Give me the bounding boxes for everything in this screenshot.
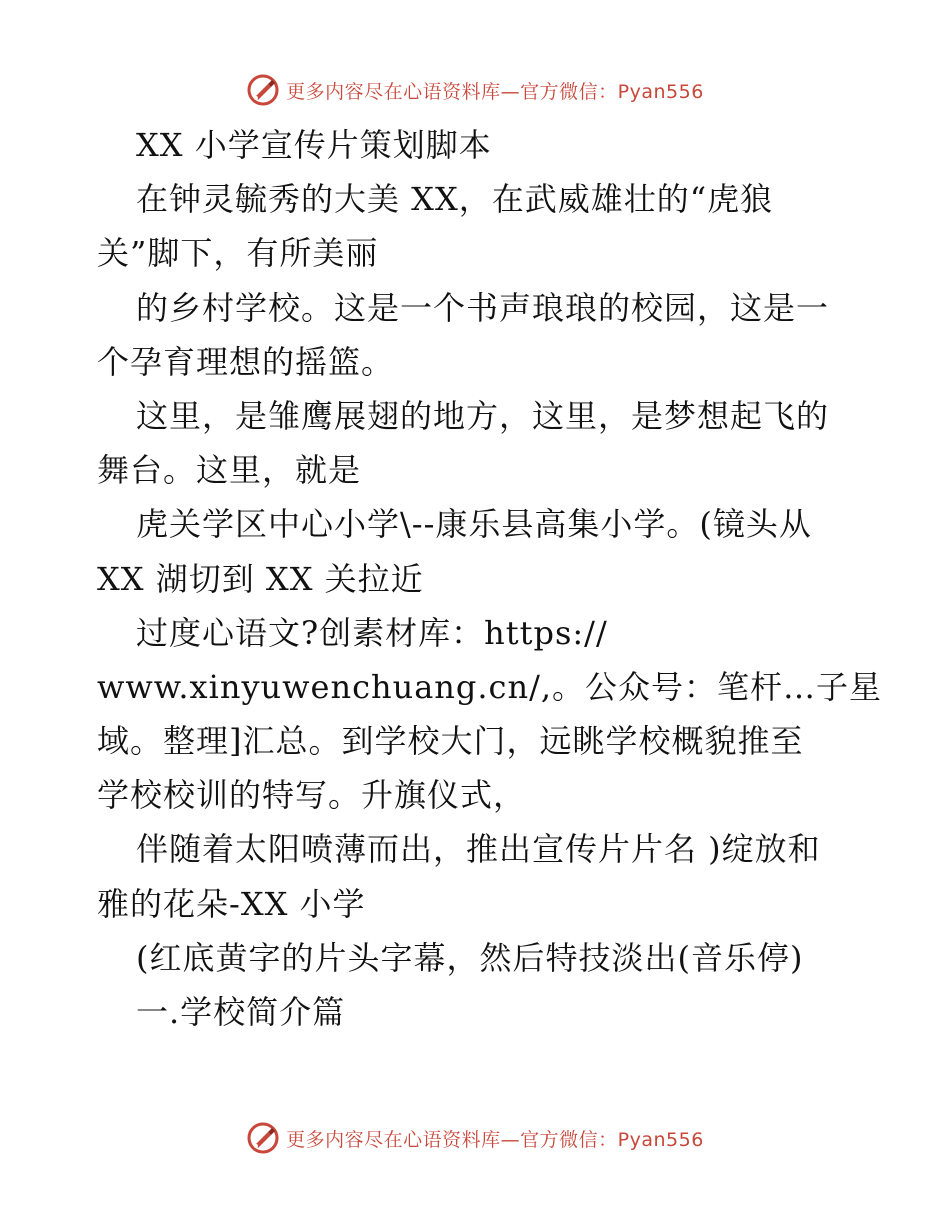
pen-logo-icon [246,1121,280,1155]
text-line: www.xinyuwenchuang.cn/,。公众号：笔杆…子星 [97,667,883,706]
text-line: 雅的花朵-XX 小学 [97,884,366,923]
text-line: 舞台。这里，就是 [97,451,362,490]
text-line: 这里，是雏鹰展翅的地方，这里，是梦想起飞的 [136,396,830,435]
text-line: 在钟灵毓秀的大美 XX，在武威雄壮的“虎狼 [136,180,774,219]
text-line: 虎关学区中心小学\--康乐县高集小学。(镜头从 [136,505,812,544]
banner-text: 更多内容尽在心语资料库—官方微信：Pyan556 [286,80,704,103]
footer-watermark-banner [0,1118,950,1158]
text-line: 一.学校简介篇 [136,993,346,1031]
text-line: 的乡村学校。这是一个书声琅琅的校园，这是一 [136,288,830,327]
text-line: 伴随着太阳喷薄而出，推出宣传片片名 )绽放和 [136,830,821,869]
text-line: (红底黄字的片头字幕，然后特技淡出(音乐停) [136,938,804,977]
text-line: XX 小学宣传片策划脚本 [136,126,492,164]
text-line: XX 湖切到 XX 关拉近 [97,559,424,598]
banner-text: 更多内容尽在心语资料库—官方微信：Pyan556 [286,1128,704,1151]
text-line: 个孕育理想的摇篮。 [97,342,395,381]
header-watermark-banner [0,70,950,110]
pen-logo-icon [246,73,280,107]
document-body [97,118,883,1039]
text-line: 过度心语文?创素材库：https:// [136,613,608,652]
text-line: 域。整理]汇总。到学校大门，远眺学校概貌推至 [97,722,804,761]
text-line: 关”脚下，有所美丽 [97,234,379,273]
text-line: 学校校训的特写。升旗仪式， [97,776,527,815]
